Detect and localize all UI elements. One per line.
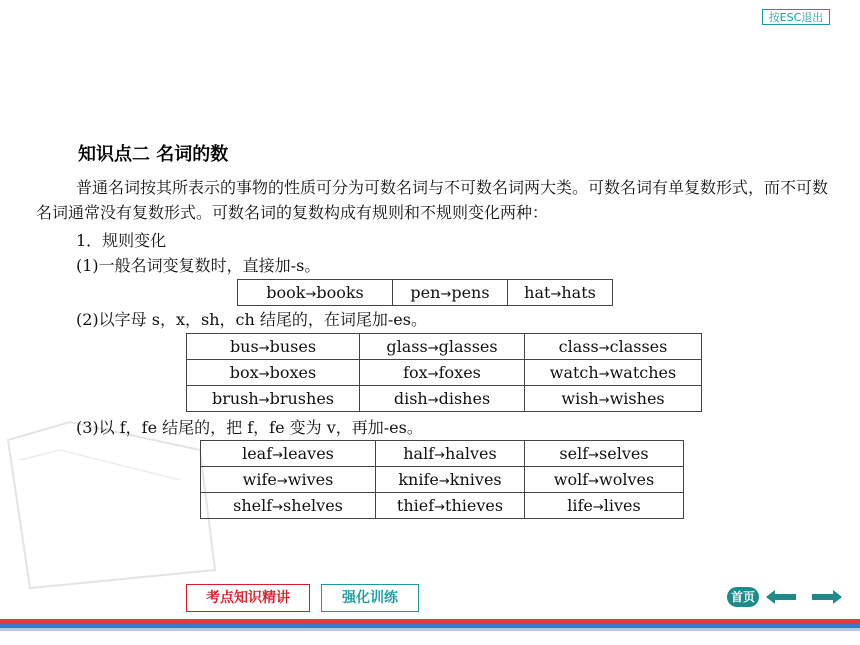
word-pair-cell: [238, 280, 393, 306]
training-button[interactable]: 强化训练: [321, 584, 419, 612]
right-arrow-icon: →: [258, 341, 270, 356]
right-arrow-icon: →: [258, 367, 270, 382]
word-pair-cell: [508, 280, 613, 306]
singular-word: wish: [561, 389, 599, 408]
plural-word: halves: [445, 444, 497, 463]
right-arrow-icon: →: [592, 500, 604, 515]
rule-2-label: (2)以字母 s，x，sh，ch 结尾的，在词尾加-es。: [76, 310, 427, 329]
singular-word: self: [559, 444, 589, 463]
intro-paragraph: 普通名词按其所表示的事物的性质可分为可数名词与不可数名词两大类。可数名词有单复数形式，而不可数名词通常没有复数形式。可数名词的复数构成有规则和不规则变化两种：: [36, 178, 829, 222]
plural-word: dishes: [438, 389, 491, 408]
table-row: [201, 467, 684, 493]
word-pair-cell: [525, 386, 702, 412]
right-arrow-icon: →: [550, 287, 562, 302]
plural-word: hats: [561, 283, 596, 302]
word-pair-cell: [187, 334, 360, 360]
singular-word: pen: [410, 283, 441, 302]
section-heading: 知识点二 名词的数: [78, 144, 229, 165]
right-arrow-icon: →: [258, 393, 270, 408]
plural-word: buses: [269, 337, 317, 356]
table-row: [238, 280, 613, 306]
right-arrow-icon: →: [438, 474, 450, 489]
home-button[interactable]: 首页: [727, 587, 759, 607]
plural-word: foxes: [438, 363, 481, 382]
word-pair-cell: [201, 441, 376, 467]
singular-word: book: [266, 283, 306, 302]
word-pair-cell: [360, 360, 525, 386]
rule-1-table: [237, 279, 613, 306]
right-arrow-icon: →: [598, 393, 610, 408]
plural-word: selves: [599, 444, 649, 463]
right-arrow-icon: →: [434, 500, 446, 515]
right-arrow-icon: →: [276, 474, 288, 489]
word-pair-cell: [525, 360, 702, 386]
singular-word: shelf: [233, 496, 273, 515]
plural-word: boxes: [269, 363, 317, 382]
singular-word: box: [229, 363, 259, 382]
singular-word: class: [558, 337, 599, 356]
right-arrow-icon: →: [434, 448, 446, 463]
right-arrow-icon: →: [440, 287, 452, 302]
plural-word: books: [316, 283, 364, 302]
singular-word: thief: [396, 496, 435, 515]
rule-3-table: [200, 440, 684, 519]
table-row: [201, 493, 684, 519]
singular-word: knife: [398, 470, 439, 489]
table-row: [187, 386, 702, 412]
singular-word: life: [567, 496, 593, 515]
word-pair-cell: [187, 360, 360, 386]
plural-word: classes: [609, 337, 668, 356]
singular-word: glass: [386, 337, 428, 356]
word-pair-cell: [525, 334, 702, 360]
word-pair-cell: [376, 467, 525, 493]
word-pair-cell: [525, 441, 684, 467]
right-arrow-icon: →: [588, 474, 600, 489]
plural-word: pens: [451, 283, 490, 302]
singular-word: brush: [211, 389, 259, 408]
plural-word: wishes: [609, 389, 665, 408]
word-pair-cell: [201, 493, 376, 519]
right-arrow-icon: →: [427, 393, 439, 408]
singular-word: hat: [524, 283, 551, 302]
footer-bar-grey: [0, 628, 860, 631]
table-row: [187, 334, 702, 360]
prev-arrow-icon[interactable]: [766, 590, 796, 604]
singular-word: wolf: [553, 470, 589, 489]
plural-word: lives: [603, 496, 641, 515]
word-pair-cell: [376, 441, 525, 467]
right-arrow-icon: →: [272, 448, 284, 463]
plural-word: leaves: [283, 444, 334, 463]
plural-word: shelves: [283, 496, 343, 515]
singular-word: wife: [242, 470, 277, 489]
word-pair-cell: [525, 493, 684, 519]
rule-1-label: (1)一般名词变复数时，直接加-s。: [76, 256, 321, 275]
plural-word: glasses: [438, 337, 498, 356]
right-arrow-icon: →: [272, 500, 284, 515]
right-arrow-icon: →: [588, 448, 600, 463]
background-decoration: [0, 420, 230, 590]
right-arrow-icon: →: [598, 367, 610, 382]
right-arrow-icon: →: [305, 287, 317, 302]
plural-word: knives: [449, 470, 502, 489]
singular-word: fox: [403, 363, 428, 382]
singular-word: dish: [393, 389, 428, 408]
esc-exit-button[interactable]: 按ESC退出: [762, 9, 830, 25]
plural-word: wolves: [599, 470, 655, 489]
singular-word: leaf: [242, 444, 273, 463]
word-pair-cell: [187, 386, 360, 412]
singular-word: half: [403, 444, 435, 463]
right-arrow-icon: →: [598, 341, 610, 356]
singular-word: watch: [549, 363, 599, 382]
table-row: [187, 360, 702, 386]
knowledge-button[interactable]: 考点知识精讲: [186, 584, 310, 612]
next-arrow-icon[interactable]: [812, 590, 842, 604]
rule-2-table: [186, 333, 702, 412]
plural-word: wives: [287, 470, 334, 489]
plural-word: brushes: [269, 389, 334, 408]
word-pair-cell: [360, 334, 525, 360]
plural-word: thieves: [445, 496, 504, 515]
right-arrow-icon: →: [427, 341, 439, 356]
rule-3-label: (3)以 f，fe 结尾的，把 f，fe 变为 v，再加-es。: [76, 418, 423, 437]
word-pair-cell: [393, 280, 508, 306]
right-arrow-icon: →: [427, 367, 439, 382]
word-pair-cell: [360, 386, 525, 412]
singular-word: bus: [229, 337, 259, 356]
word-pair-cell: [201, 467, 376, 493]
plural-word: watches: [609, 363, 677, 382]
word-pair-cell: [376, 493, 525, 519]
table-row: [201, 441, 684, 467]
rule-heading: 1．规则变化: [76, 231, 167, 250]
word-pair-cell: [525, 467, 684, 493]
